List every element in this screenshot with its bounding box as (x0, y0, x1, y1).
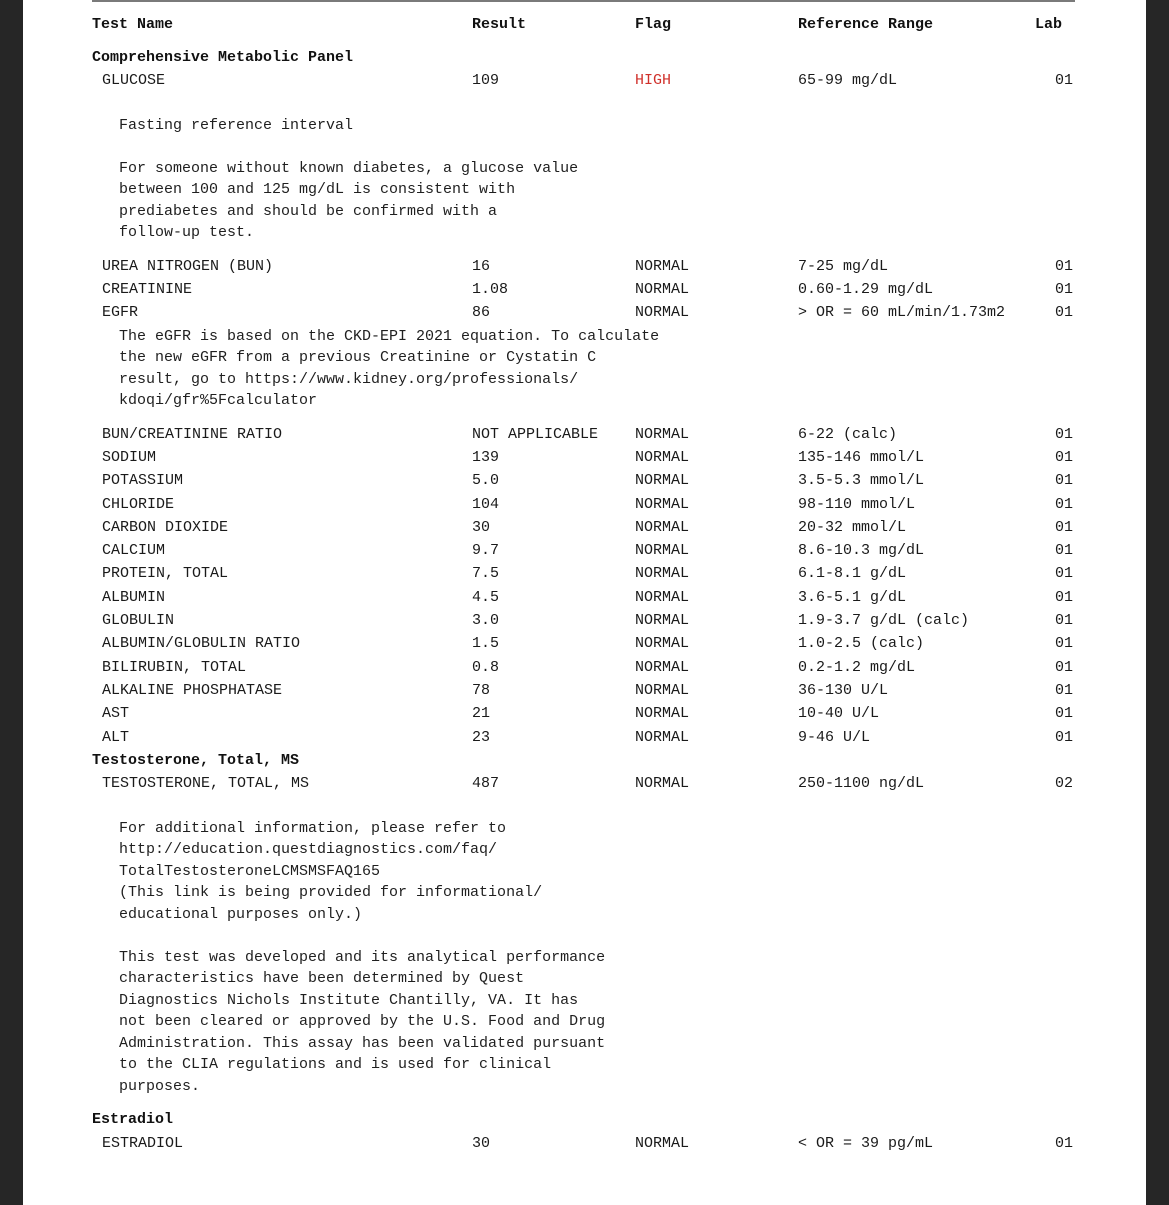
note-line: the new eGFR from a previous Creatinine or Cystatin C (119, 349, 597, 366)
test-name: CALCIUM (102, 542, 166, 559)
note-line: result, go to https://www.kidney.org/professionals/ (119, 371, 579, 388)
test-flag: NORMAL (635, 304, 690, 321)
note-line: For additional information, please refer to (119, 820, 507, 837)
test-flag: NORMAL (635, 519, 690, 536)
test-result: 104 (472, 496, 500, 513)
test-reference-range: 98-110 mmol/L (798, 496, 916, 513)
header-test-name: Test Name (92, 16, 174, 33)
header-result: Result (472, 16, 527, 33)
test-flag: NORMAL (635, 472, 690, 489)
test-reference-range: 10-40 U/L (798, 705, 880, 722)
test-reference-range: 1.9-3.7 g/dL (calc) (798, 612, 970, 629)
test-lab: 01 (1055, 589, 1074, 606)
test-name: ALKALINE PHOSPHATASE (102, 682, 283, 699)
test-flag: NORMAL (635, 635, 690, 652)
test-lab: 02 (1055, 775, 1074, 792)
note-line: between 100 and 125 mg/dL is consistent with (119, 181, 516, 198)
note-line: characteristics have been determined by Quest (119, 970, 525, 987)
section-title: Estradiol (92, 1111, 174, 1128)
note-line: (This link is being provided for informational/ (119, 884, 543, 901)
test-lab: 01 (1055, 519, 1074, 536)
test-result: 4.5 (472, 589, 500, 606)
note-line: Administration. This assay has been validated pursuant (119, 1035, 606, 1052)
note-line: purposes. (119, 1078, 201, 1095)
test-lab: 01 (1055, 659, 1074, 676)
note-line: prediabetes and should be confirmed with a (119, 203, 498, 220)
section-title: Comprehensive Metabolic Panel (92, 49, 354, 66)
test-result: 1.5 (472, 635, 500, 652)
test-lab: 01 (1055, 426, 1074, 443)
test-reference-range: 250-1100 ng/dL (798, 775, 925, 792)
test-name: CREATININE (102, 281, 193, 298)
test-flag: NORMAL (635, 281, 690, 298)
test-lab: 01 (1055, 705, 1074, 722)
test-result: 9.7 (472, 542, 500, 559)
test-reference-range: 20-32 mmol/L (798, 519, 907, 536)
test-result: 3.0 (472, 612, 500, 629)
test-reference-range: 0.2-1.2 mg/dL (798, 659, 916, 676)
test-lab: 01 (1055, 496, 1074, 513)
test-reference-range: 36-130 U/L (798, 682, 889, 699)
header-flag: Flag (635, 16, 672, 33)
test-result: 86 (472, 304, 491, 321)
test-result: 78 (472, 682, 491, 699)
test-lab: 01 (1055, 258, 1074, 275)
test-reference-range: 6.1-8.1 g/dL (798, 565, 907, 582)
test-result: NOT APPLICABLE (472, 426, 599, 443)
test-reference-range: 7-25 mg/dL (798, 258, 889, 275)
test-lab: 01 (1055, 1135, 1074, 1152)
header-divider (92, 0, 1075, 2)
note-line: kdoqi/gfr%5Fcalculator (119, 392, 318, 409)
note-line: follow-up test. (119, 224, 255, 241)
note-line: Fasting reference interval (119, 117, 354, 134)
note-line: http://education.questdiagnostics.com/faq/ (119, 841, 498, 858)
note-line: This test was developed and its analytical performance (119, 949, 606, 966)
test-result: 139 (472, 449, 500, 466)
test-name: AST (102, 705, 130, 722)
test-flag: NORMAL (635, 729, 690, 746)
test-name: GLOBULIN (102, 612, 175, 629)
test-lab: 01 (1055, 472, 1074, 489)
test-lab: 01 (1055, 682, 1074, 699)
test-flag: NORMAL (635, 1135, 690, 1152)
test-reference-range: 6-22 (calc) (798, 426, 898, 443)
test-lab: 01 (1055, 612, 1074, 629)
note-line: to the CLIA regulations and is used for clinical (119, 1056, 552, 1073)
test-result: 30 (472, 519, 491, 536)
test-reference-range: 65-99 mg/dL (798, 72, 898, 89)
test-reference-range: 1.0-2.5 (calc) (798, 635, 925, 652)
header-lab: Lab (1035, 16, 1063, 33)
test-name: TESTOSTERONE, TOTAL, MS (102, 775, 310, 792)
test-flag: NORMAL (635, 258, 690, 275)
test-name: ALBUMIN (102, 589, 166, 606)
test-reference-range: 9-46 U/L (798, 729, 871, 746)
test-result: 109 (472, 72, 500, 89)
test-lab: 01 (1055, 304, 1074, 321)
test-result: 16 (472, 258, 491, 275)
test-result: 1.08 (472, 281, 509, 298)
test-flag: HIGH (635, 72, 672, 89)
test-name: UREA NITROGEN (BUN) (102, 258, 274, 275)
test-flag: NORMAL (635, 682, 690, 699)
test-result: 5.0 (472, 472, 500, 489)
test-result: 23 (472, 729, 491, 746)
test-result: 0.8 (472, 659, 500, 676)
test-name: POTASSIUM (102, 472, 184, 489)
test-flag: NORMAL (635, 542, 690, 559)
test-name: SODIUM (102, 449, 157, 466)
test-lab: 01 (1055, 565, 1074, 582)
test-name: PROTEIN, TOTAL (102, 565, 229, 582)
note-line: TotalTestosteroneLCMSMSFAQ165 (119, 863, 381, 880)
test-name: EGFR (102, 304, 139, 321)
header-reference-range: Reference Range (798, 16, 934, 33)
test-name: GLUCOSE (102, 72, 166, 89)
test-name: BUN/CREATININE RATIO (102, 426, 283, 443)
test-name: BILIRUBIN, TOTAL (102, 659, 247, 676)
test-lab: 01 (1055, 542, 1074, 559)
test-lab: 01 (1055, 281, 1074, 298)
test-reference-range: 3.6-5.1 g/dL (798, 589, 907, 606)
test-flag: NORMAL (635, 449, 690, 466)
test-reference-range: 8.6-10.3 mg/dL (798, 542, 925, 559)
note-line: The eGFR is based on the CKD-EPI 2021 equation. To calculate (119, 328, 660, 345)
test-flag: NORMAL (635, 565, 690, 582)
section-title: Testosterone, Total, MS (92, 752, 300, 769)
test-reference-range: < OR = 39 pg/mL (798, 1135, 934, 1152)
test-result: 30 (472, 1135, 491, 1152)
test-reference-range: > OR = 60 mL/min/1.73m2 (798, 304, 1006, 321)
note-line: Diagnostics Nichols Institute Chantilly, VA. It has (119, 992, 579, 1009)
test-flag: NORMAL (635, 612, 690, 629)
test-name: CARBON DIOXIDE (102, 519, 229, 536)
test-result: 487 (472, 775, 500, 792)
test-flag: NORMAL (635, 659, 690, 676)
test-reference-range: 0.60-1.29 mg/dL (798, 281, 934, 298)
test-lab: 01 (1055, 635, 1074, 652)
test-lab: 01 (1055, 72, 1074, 89)
test-name: ALT (102, 729, 130, 746)
test-result: 7.5 (472, 565, 500, 582)
test-result: 21 (472, 705, 491, 722)
note-line: educational purposes only.) (119, 906, 363, 923)
test-lab: 01 (1055, 729, 1074, 746)
test-name: ALBUMIN/GLOBULIN RATIO (102, 635, 301, 652)
lab-report-page (23, 0, 1146, 1205)
test-flag: NORMAL (635, 426, 690, 443)
note-line: For someone without known diabetes, a glucose value (119, 160, 579, 177)
test-name: ESTRADIOL (102, 1135, 184, 1152)
test-flag: NORMAL (635, 589, 690, 606)
test-flag: NORMAL (635, 496, 690, 513)
test-lab: 01 (1055, 449, 1074, 466)
test-reference-range: 3.5-5.3 mmol/L (798, 472, 925, 489)
test-reference-range: 135-146 mmol/L (798, 449, 925, 466)
test-flag: NORMAL (635, 705, 690, 722)
test-flag: NORMAL (635, 775, 690, 792)
note-line: not been cleared or approved by the U.S. Food and Drug (119, 1013, 606, 1030)
test-name: CHLORIDE (102, 496, 175, 513)
